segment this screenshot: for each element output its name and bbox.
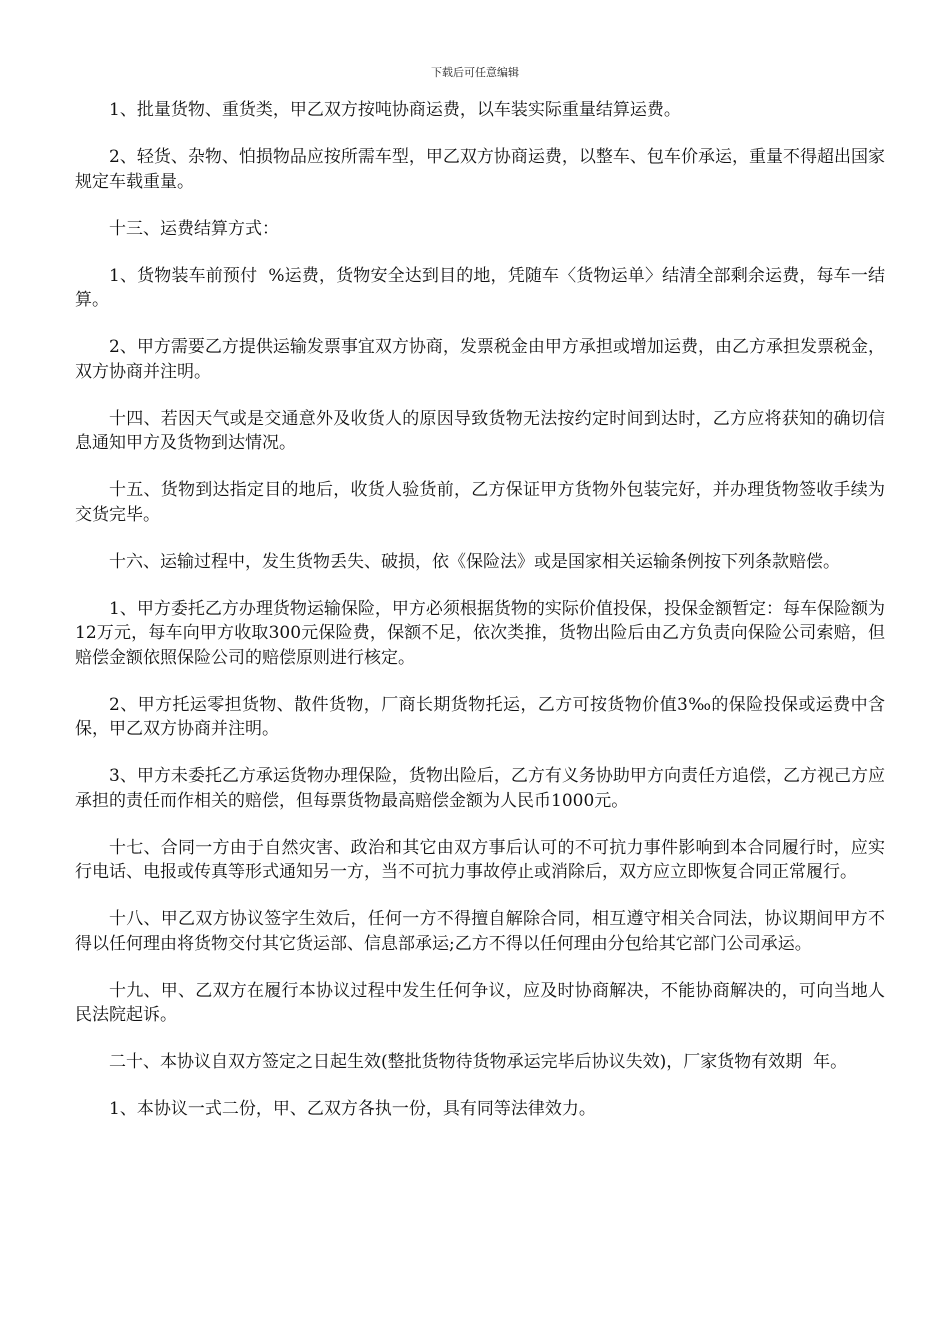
clause-paragraph: 2、甲方需要乙方提供运输发票事宜双方协商，发票税金由甲方承担或增加运费，由乙方承担发票税金，双方协商并注明。 [75,337,885,382]
document-body [75,98,885,1144]
section-heading: 十三、运费结算方式： [109,218,279,239]
clause-paragraph: 十七、合同一方由于自然灾害、政治和其它由双方事后认可的不可抗力事件影响到本合同履行时，应实行电话、电报或传真等形式通知另一方，当不可抗力事故停止或消除后，双方应立即恢复合同正常履行。 [75,837,885,882]
clause-paragraph: 1、甲方委托乙方办理货物运输保险，甲方必须根据货物的实际价值投保，投保金额暂定：每车保险额为12万元，每车向甲方收取300元保险费，保额不足，依次类推，货物出险后由乙方负责向保险公司索赔，但赔偿金额依照保险公司的赔偿原则进行核定。 [75,598,885,668]
clause-paragraph: 1、货物装车前预付 %运费，货物安全达到目的地，凭随车〈货物运单〉结清全部剩余运费，每车一结算。 [75,265,885,310]
clause-paragraph: 1、本协议一式二份，甲、乙双方各执一份，具有同等法律效力。 [109,1099,596,1119]
clause-paragraph: 十八、甲乙双方协议签字生效后，任何一方不得擅自解除合同，相互遵守相关合同法，协议期间甲方不得以任何理由将货物交付其它货运部、信息部承运;乙方不得以任何理由分包给其它部门公司承运。 [75,909,885,954]
clause-paragraph: 3、甲方未委托乙方承运货物办理保险，货物出险后，乙方有义务协助甲方向责任方追偿，乙方视己方应承担的责任而作相关的赔偿，但每票货物最高赔偿金额为人民币1000元。 [75,766,885,811]
clause-paragraph: 2、轻货、杂物、怕损物品应按所需车型，甲乙双方协商运费，以整车、包车价承运，重量不得超出国家规定车载重量。 [75,147,885,192]
clause-paragraph: 十九、甲、乙双方在履行本协议过程中发生任何争议，应及时协商解决，不能协商解决的，可向当地人民法院起诉。 [75,980,885,1025]
clause-paragraph: 十四、若因天气或是交通意外及收货人的原因导致货物无法按约定时间到达时，乙方应将获知的确切信息通知甲方及货物到达情况。 [75,408,885,453]
page-header-note: 下载后可任意编辑 [431,66,519,79]
clause-paragraph: 2、甲方托运零担货物、散件货物，厂商长期货物托运，乙方可按货物价值3‰的保险投保或运费中含保，甲乙双方协商并注明。 [75,694,885,739]
clause-paragraph: 二十、本协议自双方签定之日起生效(整批货物待货物承运完毕后协议失效)，厂家货物有效期 年。 [109,1052,848,1072]
clause-paragraph: 十六、运输过程中，发生货物丢失、破损，依《保险法》或是国家相关运输条例按下列条款赔偿。 [109,551,840,572]
clause-paragraph: 1、批量货物、重货类，甲乙双方按吨协商运费，以车装实际重量结算运费。 [109,100,681,120]
clause-paragraph: 十五、货物到达指定目的地后，收货人验货前，乙方保证甲方货物外包装完好，并办理货物签收手续为交货完毕。 [75,480,885,525]
